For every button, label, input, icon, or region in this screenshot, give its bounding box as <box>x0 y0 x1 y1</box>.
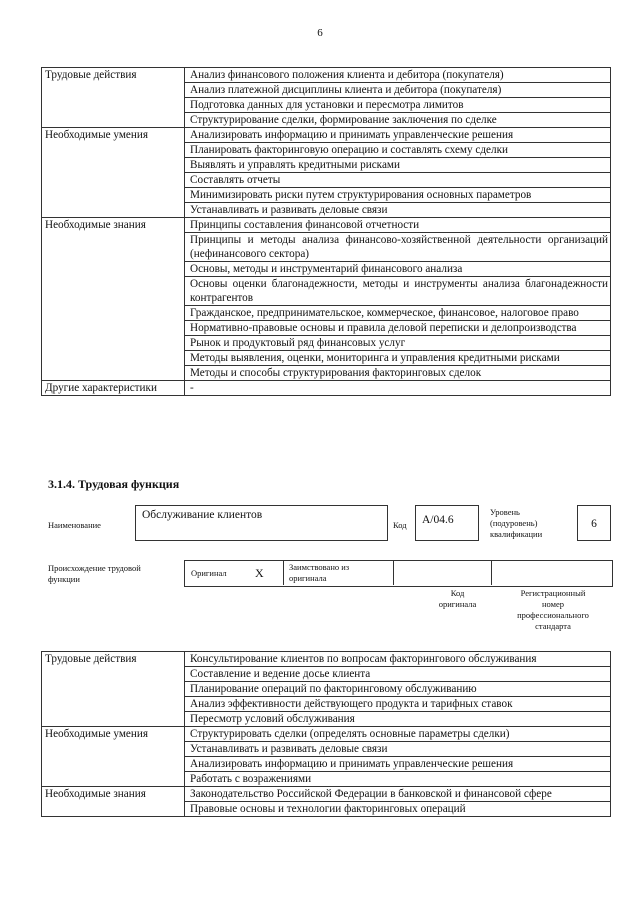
group-label: Необходимые знания <box>42 218 185 381</box>
item-text: Консультирование клиентов по вопросам факторингового обслуживания <box>185 652 611 667</box>
item-text: Гражданское, предпринимательское, коммерческое, финансовое, налоговое право <box>185 306 611 321</box>
item-text: Пересмотр условий обслуживания <box>185 712 611 727</box>
origin-label <box>48 563 141 585</box>
level-value-box <box>577 505 611 541</box>
level-label-line-3: квалификации <box>490 529 543 539</box>
reg-caption-line-4: стандарта <box>535 621 571 631</box>
item-text: Основы оценки благонадежности, методы и инструменты анализа благонадежности контрагентов <box>185 277 611 306</box>
item-text: Минимизировать риски путем структурирования основных параметров <box>185 188 611 203</box>
level-label <box>490 507 542 540</box>
original-label: Оригинал <box>191 568 227 578</box>
table-row <box>42 68 611 83</box>
code-caption-line-1: Код <box>450 588 465 598</box>
group-label: Другие характеристики <box>42 381 185 396</box>
table-row <box>42 727 611 742</box>
item-text: Анализ эффективности действующего продукта и тарифных ставок <box>185 697 611 712</box>
reg-caption-line-2: номер <box>541 599 565 609</box>
borrowed-label-line-1: Заимствовано из <box>289 562 350 572</box>
code-value: А/04.6 <box>422 514 454 526</box>
reg-caption-line-1: Регистрационный <box>520 588 586 598</box>
group-label: Необходимые знания <box>42 787 185 817</box>
origin-label-line-2: функции <box>48 574 80 584</box>
item-text: Планировать факторинговую операцию и составлять схему сделки <box>185 143 611 158</box>
item-text: - <box>185 381 611 396</box>
name-value: Обслуживание клиентов <box>142 509 263 521</box>
level-label-line-1: Уровень <box>490 507 520 517</box>
page-number: 6 <box>317 27 323 39</box>
origin-divider-1 <box>283 560 284 585</box>
section-title: 3.1.4. Трудовая функция <box>48 477 180 491</box>
table-row <box>42 652 611 667</box>
origin-divider-3 <box>491 560 492 585</box>
code-original-caption <box>430 588 485 610</box>
item-text: Принципы составления финансовой отчетности <box>185 218 611 233</box>
code-value-box <box>415 505 479 541</box>
item-text: Структурирование сделки, формирование заключения по сделке <box>185 113 611 128</box>
table-row <box>42 218 611 233</box>
item-text: Методы выявления, оценки, мониторинга и управления кредитными рисками <box>185 351 611 366</box>
origin-divider-2 <box>393 560 394 585</box>
item-text: Устанавливать и развивать деловые связи <box>185 203 611 218</box>
item-text: Анализ платежной дисциплины клиента и дебитора (покупателя) <box>185 83 611 98</box>
table-row <box>42 787 611 802</box>
name-label: Наименование <box>48 520 101 530</box>
level-label-line-2: (подуровень) <box>490 518 538 528</box>
item-text: Составление и ведение досье клиента <box>185 667 611 682</box>
work-function-table-1 <box>41 67 611 396</box>
item-text: Структурировать сделки (определять основные параметры сделки) <box>185 727 611 742</box>
origin-row <box>184 560 613 587</box>
borrowed-label-line-2: оригинала <box>289 573 327 583</box>
group-label: Необходимые умения <box>42 727 185 787</box>
item-text: Выявлять и управлять кредитными рисками <box>185 158 611 173</box>
original-mark: X <box>255 566 264 580</box>
table-row <box>42 128 611 143</box>
item-text: Анализировать информацию и принимать управленческие решения <box>185 757 611 772</box>
table-row <box>42 381 611 396</box>
work-function-table-2 <box>41 651 611 817</box>
item-text: Работать с возражениями <box>185 772 611 787</box>
item-text: Нормативно-правовые основы и правила деловой переписки и делопроизводства <box>185 321 611 336</box>
item-text: Основы, методы и инструментарий финансового анализа <box>185 262 611 277</box>
name-value-box <box>135 505 388 541</box>
item-text: Законодательство Российской Федерации в банковской и финансовой сфере <box>185 787 611 802</box>
level-value: 6 <box>591 518 597 530</box>
item-text: Рынок и продуктовый ряд финансовых услуг <box>185 336 611 351</box>
reg-caption-line-3: профессионального <box>517 610 589 620</box>
group-label: Трудовые действия <box>42 68 185 128</box>
group-label: Необходимые умения <box>42 128 185 218</box>
item-text: Составлять отчеты <box>185 173 611 188</box>
item-text: Планирование операций по факторинговому обслуживанию <box>185 682 611 697</box>
code-label: Код <box>393 520 407 530</box>
code-caption-line-2: оригинала <box>438 599 477 609</box>
reg-number-caption <box>498 588 608 632</box>
item-text: Методы и способы структурирования факторинговых сделок <box>185 366 611 381</box>
origin-label-line-1: Происхождение трудовой <box>48 563 141 573</box>
item-text: Анализ финансового положения клиента и дебитора (покупателя) <box>185 68 611 83</box>
group-label: Трудовые действия <box>42 652 185 727</box>
borrowed-label <box>289 562 349 584</box>
item-text: Анализировать информацию и принимать управленческие решения <box>185 128 611 143</box>
item-text: Подготовка данных для установки и пересмотра лимитов <box>185 98 611 113</box>
item-text: Правовые основы и технологии факторинговых операций <box>185 802 611 817</box>
item-text: Принципы и методы анализа финансово-хозяйственной деятельности организаций (нефинансового сектора) <box>185 233 611 262</box>
item-text: Устанавливать и развивать деловые связи <box>185 742 611 757</box>
